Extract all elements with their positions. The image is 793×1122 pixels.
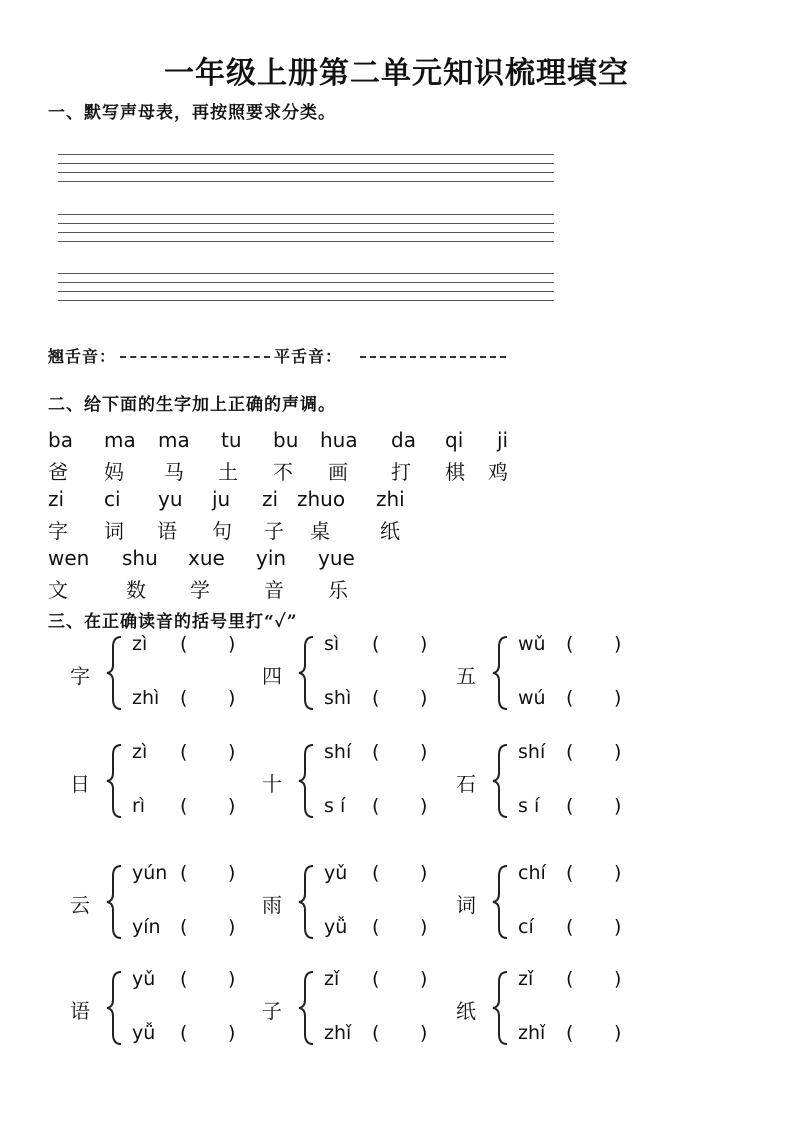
brace-icon — [490, 633, 510, 713]
option-1-paren-open[interactable]: ( — [566, 862, 574, 884]
option-2-paren-open[interactable]: ( — [180, 687, 188, 709]
option-1-paren-open[interactable]: ( — [180, 968, 188, 990]
pinyin-item: zhi — [376, 487, 405, 511]
option-1-paren-close[interactable]: ) — [420, 741, 428, 763]
hanzi-item: 词 — [104, 519, 124, 543]
option-1-pinyin: yún — [132, 862, 168, 884]
option-1-paren-close[interactable]: ) — [614, 862, 622, 884]
option-2-paren-open[interactable]: ( — [180, 1022, 188, 1044]
choice-char: 石 — [456, 772, 476, 796]
hanzi-item: 不 — [273, 460, 293, 484]
choice-char: 纸 — [456, 999, 476, 1023]
option-1-paren-close[interactable]: ) — [228, 862, 236, 884]
option-2-paren-open[interactable]: ( — [566, 795, 574, 817]
option-1-pinyin: zǐ — [518, 968, 534, 990]
option-2-paren-close[interactable]: ) — [420, 687, 428, 709]
hanzi-item: 数 — [126, 578, 146, 602]
brace-icon — [296, 862, 316, 942]
option-1-pinyin: shí — [324, 741, 352, 763]
tone-choice-item — [70, 633, 260, 713]
pinyin-item: bu — [273, 428, 299, 452]
option-1-paren-open[interactable]: ( — [566, 741, 574, 763]
option-1-paren-close[interactable]: ) — [614, 741, 622, 763]
option-2-paren-close[interactable]: ) — [614, 795, 622, 817]
tone-choice-item — [456, 862, 646, 942]
pinyin-item: zhuo — [297, 487, 346, 511]
brace-icon — [490, 741, 510, 821]
pinyin-item: da — [391, 428, 416, 452]
choice-char: 十 — [262, 772, 282, 796]
option-2-paren-close[interactable]: ) — [614, 1022, 622, 1044]
ping-label: 平舌音： — [274, 347, 343, 366]
brace-icon — [104, 862, 124, 942]
option-1-pinyin: shí — [518, 741, 546, 763]
option-1-pinyin: wǔ — [518, 633, 546, 655]
hanzi-item: 爸 — [48, 460, 68, 484]
hanzi-item: 土 — [218, 460, 238, 484]
tone-choice-item — [262, 633, 452, 713]
brace-icon — [490, 968, 510, 1048]
pinyin-item: yin — [256, 546, 287, 570]
tone-choice-item — [262, 968, 452, 1048]
tone-choice-item — [70, 968, 260, 1048]
option-2-pinyin: rì — [132, 795, 146, 817]
hanzi-item: 妈 — [104, 460, 124, 484]
brace-icon — [296, 741, 316, 821]
writing-lines-group-3[interactable] — [58, 273, 554, 309]
ping-blank[interactable] — [360, 356, 506, 358]
pinyin-item: yue — [318, 546, 355, 570]
option-1-paren-close[interactable]: ) — [614, 633, 622, 655]
choice-char: 字 — [70, 664, 90, 688]
writing-lines-group-2[interactable] — [58, 214, 554, 250]
pinyin-item: wen — [48, 546, 90, 570]
tone-choice-item — [70, 741, 260, 821]
choice-char: 雨 — [262, 893, 282, 917]
option-2-paren-close[interactable]: ) — [420, 916, 428, 938]
option-2-paren-open[interactable]: ( — [180, 795, 188, 817]
hanzi-item: 桌 — [310, 519, 330, 543]
pinyin-item: ju — [212, 487, 231, 511]
qiao-label: 翘舌音： — [48, 347, 117, 366]
section2-heading: 二、给下面的生字加上正确的声调。 — [48, 395, 336, 415]
pinyin-item: shu — [122, 546, 158, 570]
hanzi-item: 画 — [328, 460, 348, 484]
pinyin-item: xue — [188, 546, 225, 570]
option-1-pinyin: chí — [518, 862, 546, 884]
option-2-paren-open[interactable]: ( — [180, 916, 188, 938]
choice-char: 日 — [70, 772, 90, 796]
option-2-pinyin: zhì — [132, 687, 160, 709]
option-2-paren-close[interactable]: ) — [420, 1022, 428, 1044]
option-2-pinyin: yǚ — [324, 916, 348, 938]
choice-char: 语 — [70, 999, 90, 1023]
option-2-pinyin: s í — [518, 795, 540, 817]
page-title: 一年级上册第二单元知识梳理填空 — [164, 56, 629, 91]
choice-char: 云 — [70, 893, 90, 917]
option-2-paren-open[interactable]: ( — [372, 795, 380, 817]
pinyin-item: ci — [104, 487, 121, 511]
option-2-paren-close[interactable]: ) — [614, 916, 622, 938]
brace-icon — [490, 862, 510, 942]
hanzi-item: 打 — [391, 460, 411, 484]
hanzi-item: 字 — [48, 519, 68, 543]
choice-char: 五 — [456, 664, 476, 688]
hanzi-item: 子 — [264, 519, 284, 543]
option-1-paren-close[interactable]: ) — [420, 968, 428, 990]
brace-icon — [104, 968, 124, 1048]
option-2-paren-open[interactable]: ( — [566, 916, 574, 938]
choice-char: 四 — [262, 664, 282, 688]
writing-lines-group-1[interactable] — [58, 154, 554, 190]
hanzi-item: 马 — [164, 460, 184, 484]
option-1-pinyin: zì — [132, 741, 148, 763]
option-1-paren-close[interactable]: ) — [614, 968, 622, 990]
option-2-paren-open[interactable]: ( — [566, 1022, 574, 1044]
tone-choice-item — [262, 862, 452, 942]
option-2-paren-close[interactable]: ) — [228, 1022, 236, 1044]
pinyin-item: ji — [497, 428, 509, 452]
pinyin-item: yu — [158, 487, 183, 511]
hanzi-item: 语 — [157, 519, 177, 543]
option-1-paren-close[interactable]: ) — [228, 968, 236, 990]
option-2-pinyin: shì — [324, 687, 352, 709]
option-1-paren-close[interactable]: ) — [228, 741, 236, 763]
option-1-pinyin: yǔ — [324, 862, 348, 884]
brace-icon — [104, 633, 124, 713]
option-1-paren-open[interactable]: ( — [566, 633, 574, 655]
option-2-paren-close[interactable]: ) — [228, 916, 236, 938]
option-1-paren-open[interactable]: ( — [372, 633, 380, 655]
hanzi-item: 乐 — [328, 578, 348, 602]
pinyin-item: qi — [445, 428, 464, 452]
section1-heading: 一、默写声母表，再按照要求分类。 — [48, 103, 336, 123]
option-2-paren-open[interactable]: ( — [372, 916, 380, 938]
hanzi-item: 鸡 — [488, 460, 508, 484]
pinyin-item: tu — [221, 428, 242, 452]
option-2-paren-close[interactable]: ) — [420, 795, 428, 817]
option-1-paren-open[interactable]: ( — [372, 968, 380, 990]
tone-choice-item — [262, 741, 452, 821]
option-2-pinyin: yín — [132, 916, 161, 938]
choice-char: 词 — [456, 893, 476, 917]
brace-icon — [296, 968, 316, 1048]
option-2-pinyin: cí — [518, 916, 534, 938]
option-1-paren-close[interactable]: ) — [420, 862, 428, 884]
pinyin-item: ba — [48, 428, 73, 452]
pinyin-item: zi — [48, 487, 65, 511]
option-1-pinyin: sì — [324, 633, 340, 655]
option-2-pinyin: s í — [324, 795, 346, 817]
option-2-paren-open[interactable]: ( — [566, 687, 574, 709]
choice-char: 子 — [262, 999, 282, 1023]
option-1-paren-open[interactable]: ( — [180, 741, 188, 763]
option-2-paren-close[interactable]: ) — [228, 795, 236, 817]
option-1-paren-open[interactable]: ( — [180, 633, 188, 655]
option-1-pinyin: yǔ — [132, 968, 156, 990]
pinyin-item: zi — [262, 487, 279, 511]
option-1-paren-close[interactable]: ) — [420, 633, 428, 655]
option-2-pinyin: wú — [518, 687, 546, 709]
hanzi-item: 棋 — [445, 460, 465, 484]
option-2-pinyin: zhǐ — [324, 1022, 352, 1044]
hanzi-item: 学 — [190, 578, 210, 602]
classify-row — [48, 344, 510, 367]
option-1-paren-open[interactable]: ( — [372, 862, 380, 884]
tone-choice-item — [70, 862, 260, 942]
option-2-paren-open[interactable]: ( — [372, 1022, 380, 1044]
section3-heading: 三、在正确读音的括号里打“✓” — [48, 612, 298, 632]
option-1-pinyin: zǐ — [324, 968, 340, 990]
option-1-paren-open[interactable]: ( — [566, 968, 574, 990]
pinyin-item: ma — [158, 428, 190, 452]
hanzi-item: 句 — [212, 519, 232, 543]
option-2-paren-open[interactable]: ( — [372, 687, 380, 709]
option-1-paren-open[interactable]: ( — [372, 741, 380, 763]
brace-icon — [104, 741, 124, 821]
brace-icon — [296, 633, 316, 713]
hanzi-item: 纸 — [380, 519, 400, 543]
tone-choice-item — [456, 741, 646, 821]
option-1-pinyin: zì — [132, 633, 148, 655]
option-1-paren-close[interactable]: ) — [228, 633, 236, 655]
hanzi-item: 音 — [264, 578, 284, 602]
option-2-paren-close[interactable]: ) — [228, 687, 236, 709]
hanzi-item: 文 — [48, 578, 68, 602]
option-2-pinyin: zhǐ — [518, 1022, 546, 1044]
qiao-blank[interactable] — [120, 356, 270, 358]
tone-choice-item — [456, 633, 646, 713]
pinyin-item: ma — [104, 428, 136, 452]
option-2-paren-close[interactable]: ) — [614, 687, 622, 709]
option-1-paren-open[interactable]: ( — [180, 862, 188, 884]
tone-choice-item — [456, 968, 646, 1048]
option-2-pinyin: yǚ — [132, 1022, 156, 1044]
pinyin-item: hua — [320, 428, 358, 452]
